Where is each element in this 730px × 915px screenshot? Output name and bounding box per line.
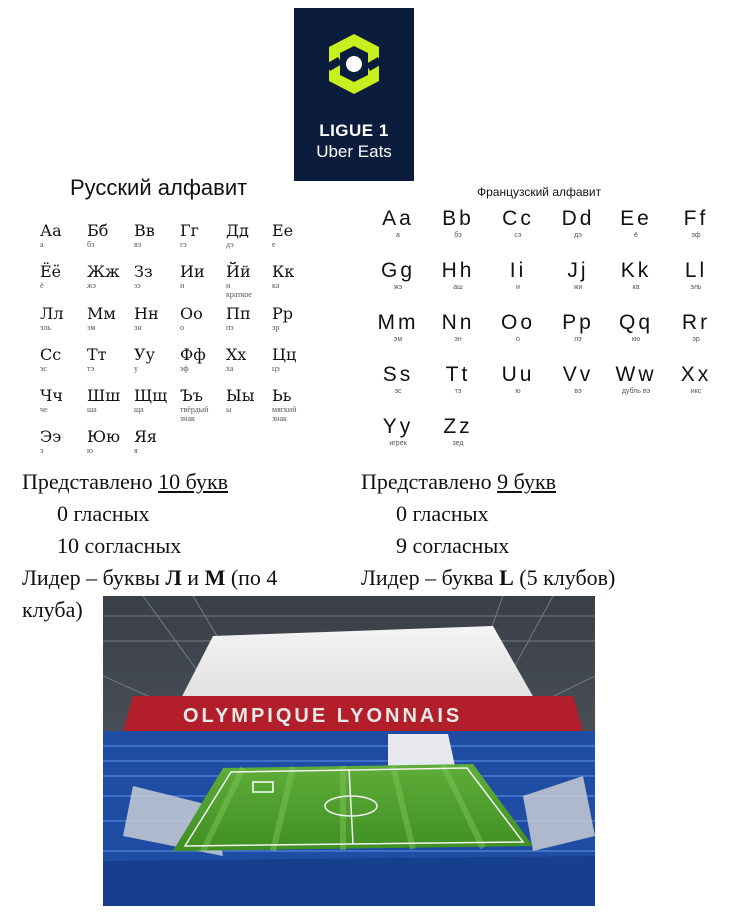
left-vowels: 0 гласных [57, 501, 150, 526]
right-represented-count: 9 букв [497, 469, 557, 494]
french-letter-cell [488, 363, 548, 396]
french-letter-name: эм [393, 336, 403, 343]
right-represented-line [361, 466, 556, 498]
russian-letter-cell [226, 346, 272, 373]
french-letter-cell [488, 207, 548, 240]
russian-letter: Йй [226, 262, 251, 281]
french-letter-cell [666, 311, 726, 344]
russian-letter-cell [134, 428, 180, 455]
french-letter-name: ё [634, 232, 638, 239]
french-letter-cell [606, 259, 666, 292]
russian-letter-name: че [40, 405, 48, 414]
french-letter-name: эр [692, 336, 700, 343]
russian-letter-cell [272, 263, 318, 290]
russian-letter-cell [134, 222, 180, 249]
french-letter: Xx [680, 363, 712, 386]
french-letter: Pp [562, 311, 594, 334]
french-letter-cell [428, 311, 488, 344]
french-letter: Bb [442, 207, 474, 230]
left-leader-line [22, 562, 277, 594]
french-letter: Ff [683, 207, 709, 230]
russian-letter-cell [272, 387, 318, 423]
russian-letter: Ее [272, 221, 294, 240]
french-alphabet-title: Французский алфавит [477, 185, 602, 199]
russian-letter: Юю [87, 427, 121, 446]
french-alphabet-grid [368, 207, 718, 457]
russian-letter: Яя [134, 427, 158, 446]
left-leader-suffix: (по 4 [230, 565, 278, 590]
russian-letter-name: эс [40, 364, 47, 373]
french-letter-cell [548, 207, 608, 240]
left-leader-letter-2: М [204, 565, 226, 590]
russian-letter-name: о [180, 323, 184, 332]
russian-letter-name: цэ [272, 364, 280, 373]
russian-letter: Хх [226, 345, 247, 364]
french-letter: Uu [501, 363, 535, 386]
russian-letter-name: ха [226, 364, 234, 373]
russian-letter-cell [180, 305, 226, 332]
russian-letter: Оо [180, 304, 203, 323]
french-letter-cell [666, 207, 726, 240]
french-letter: Hh [441, 259, 475, 282]
russian-letter-cell [272, 346, 318, 373]
french-letter-name: сэ [514, 232, 522, 239]
russian-letter: Ээ [40, 427, 62, 446]
french-letter-cell [368, 311, 428, 344]
french-letter-cell [548, 311, 608, 344]
russian-letter: Цц [272, 345, 297, 364]
russian-alphabet-grid [40, 221, 320, 455]
french-letter-name: бэ [454, 232, 462, 239]
french-letter: Tt [445, 363, 471, 386]
russian-letter-cell [40, 305, 86, 332]
russian-letter-cell [40, 387, 86, 414]
russian-letter: Бб [87, 221, 109, 240]
russian-letter-cell [134, 387, 180, 414]
russian-letter-cell [180, 387, 226, 423]
russian-letter-cell [87, 387, 133, 414]
french-letter-name: жи [573, 284, 583, 291]
russian-letter-name: ё [40, 281, 44, 290]
russian-letter-name: мягкий знак [272, 405, 297, 423]
french-letter-name: зед [452, 440, 464, 447]
russian-letter: Сс [40, 345, 62, 364]
russian-letter-name: ка [272, 281, 280, 290]
french-letter-cell [548, 363, 608, 396]
french-letter: Cc [502, 207, 534, 230]
french-letter-cell [428, 415, 488, 448]
ligue1-emblem-icon [321, 30, 387, 118]
french-letter: Ee [620, 207, 652, 230]
russian-letter-name: бэ [87, 240, 95, 249]
french-letter-cell [428, 363, 488, 396]
russian-letter-name: эр [272, 323, 280, 332]
russian-letter-name: э [40, 446, 44, 455]
french-letter-name: ка [632, 284, 640, 291]
russian-letter-cell [180, 222, 226, 249]
russian-letter-cell [87, 305, 133, 332]
russian-letter-name: пэ [226, 323, 234, 332]
left-consonants: 10 согласных [57, 533, 182, 558]
russian-letter-name: жэ [87, 281, 96, 290]
right-consonants: 9 согласных [396, 533, 510, 558]
russian-letter-name: и [180, 281, 185, 290]
french-letter: Ss [382, 363, 414, 386]
ligue1-logo [294, 8, 414, 181]
russian-letter-cell [226, 222, 272, 249]
russian-letter-name: эн [134, 323, 142, 332]
russian-letter-cell [40, 222, 86, 249]
russian-letter: Нн [134, 304, 159, 323]
russian-letter: Чч [40, 386, 63, 405]
left-leader-and: и [187, 565, 200, 590]
french-letter-cell [606, 363, 666, 396]
russian-letter: Пп [226, 304, 251, 323]
russian-letter-name: вэ [134, 240, 142, 249]
french-letter-cell [368, 363, 428, 396]
russian-letter-name: эль [40, 323, 51, 332]
logo-title: LIGUE 1 [319, 121, 389, 140]
russian-letter-name: зэ [134, 281, 141, 290]
russian-letter: Ии [180, 262, 205, 281]
russian-letter: Мм [87, 304, 116, 323]
french-letter-cell [488, 259, 548, 292]
left-represented-line [22, 466, 228, 498]
french-letter-cell [368, 415, 428, 448]
russian-letter-name: твёрдый знак [180, 405, 209, 423]
russian-letter: Лл [40, 304, 64, 323]
french-letter-name: жэ [393, 284, 403, 291]
russian-letter: Щщ [134, 386, 168, 405]
russian-letter-name: а [40, 240, 44, 249]
french-letter-name: эс [394, 388, 402, 395]
french-letter: Aa [382, 207, 414, 230]
french-letter: Oo [500, 311, 535, 334]
stadium-illustration [103, 596, 595, 906]
russian-letter-cell [134, 305, 180, 332]
french-letter-name: эн [454, 336, 462, 343]
russian-letter: Рр [272, 304, 294, 323]
russian-letter: Уу [134, 345, 155, 364]
russian-letter-name: ша [87, 405, 97, 414]
russian-letter: Аа [40, 221, 62, 240]
russian-letter-cell [180, 263, 226, 290]
french-letter: Nn [441, 311, 475, 334]
french-letter: Mm [377, 311, 419, 334]
logo-sponsor: Uber Eats [316, 142, 392, 161]
french-letter-name: вэ [574, 388, 582, 395]
french-letter: Vv [562, 363, 594, 386]
right-leader-label: Лидер – буква [361, 565, 494, 590]
french-letter-name: эф [691, 232, 701, 239]
french-letter-cell [606, 311, 666, 344]
left-represented-count: 10 букв [158, 469, 229, 494]
russian-letter: Ьь [272, 386, 292, 405]
russian-letter-cell [134, 263, 180, 290]
russian-letter-cell [272, 305, 318, 332]
right-represented-label: Представлено [361, 469, 492, 494]
russian-letter-cell [87, 222, 133, 249]
russian-letter: Кк [272, 262, 295, 281]
french-letter-cell [606, 207, 666, 240]
stadium-photo [103, 596, 595, 906]
french-letter: Ii [509, 259, 527, 282]
russian-letter-cell [226, 387, 272, 414]
french-letter-cell [666, 259, 726, 292]
russian-letter: Шш [87, 386, 121, 405]
russian-letter-cell [87, 346, 133, 373]
right-leader-line [361, 562, 615, 594]
french-letter: Gg [380, 259, 415, 282]
russian-letter: Тт [87, 345, 107, 364]
french-letter-name: икс [690, 388, 702, 395]
french-letter: Qq [618, 311, 653, 334]
russian-letter-cell [87, 263, 133, 290]
french-letter: Jj [567, 259, 589, 282]
russian-letter: Фф [180, 345, 206, 364]
russian-letter-cell [40, 346, 86, 373]
french-letter-name: аш [453, 284, 463, 291]
french-letter-name: дубль вэ [621, 388, 651, 395]
left-leader-letter-1: Л [165, 565, 182, 590]
russian-letter-cell [226, 305, 272, 332]
russian-letter-name: ща [134, 405, 144, 414]
russian-letter: Вв [134, 221, 155, 240]
russian-letter: Дд [226, 221, 249, 240]
french-letter: Yy [382, 415, 414, 438]
russian-letter: Жж [87, 262, 120, 281]
right-leader-suffix: (5 клубов) [519, 565, 616, 590]
french-letter-cell [488, 311, 548, 344]
right-leader-letter: L [499, 565, 514, 590]
french-letter-name: дэ [574, 232, 582, 239]
left-leader-line2: клуба) [22, 597, 83, 622]
french-letter-cell [428, 207, 488, 240]
russian-letter-name: эф [180, 364, 189, 373]
french-letter-cell [368, 207, 428, 240]
russian-letter-name: эм [87, 323, 96, 332]
french-letter: Dd [561, 207, 595, 230]
russian-letter-name: ю [87, 446, 93, 455]
russian-letter: Ыы [226, 386, 255, 405]
french-letter: Ww [615, 363, 657, 386]
french-letter-name: а [396, 232, 400, 239]
russian-letter-name: я [134, 446, 138, 455]
russian-alphabet-title: Русский алфавит [70, 175, 248, 200]
french-letter-cell [368, 259, 428, 292]
french-letter-cell [666, 363, 726, 396]
russian-letter-name: тэ [87, 364, 95, 373]
french-letter-name: ю [515, 388, 521, 395]
russian-letter-name: и краткое [226, 281, 252, 299]
russian-letter: Зз [134, 262, 153, 281]
russian-letter-name: дэ [226, 240, 234, 249]
russian-letter-cell [226, 263, 272, 299]
russian-letter-cell [87, 428, 133, 455]
french-letter-name: кю [631, 336, 641, 343]
russian-letter-cell [40, 428, 86, 455]
french-letter: Zz [443, 415, 473, 438]
stadium-banner-text: OLYMPIQUE LYONNAIS [183, 705, 463, 727]
russian-letter-name: е [272, 240, 276, 249]
russian-letter-cell [272, 222, 318, 249]
russian-letter-cell [134, 346, 180, 373]
right-vowels: 0 гласных [396, 501, 489, 526]
russian-letter-name: ы [226, 405, 232, 414]
french-letter: Rr [681, 311, 711, 334]
french-letter: Ll [684, 259, 708, 282]
russian-letter-cell [40, 263, 86, 290]
russian-letter: Ёё [40, 262, 62, 281]
french-letter-name: о [516, 336, 520, 343]
russian-letter-name: гэ [180, 240, 187, 249]
french-letter-name: эль [690, 284, 702, 291]
left-represented-label: Представлено [22, 469, 153, 494]
russian-letter: Гг [180, 221, 199, 240]
french-letter-cell [548, 259, 608, 292]
russian-letter: Ъъ [180, 386, 203, 405]
french-letter-name: игрек [389, 440, 407, 447]
french-letter: Kk [620, 259, 652, 282]
french-letter-cell [428, 259, 488, 292]
french-letter-name: пэ [574, 336, 582, 343]
french-letter-name: и [516, 284, 520, 291]
french-letter-name: тэ [454, 388, 462, 395]
russian-letter-name: у [134, 364, 138, 373]
left-leader-label: Лидер – буквы [22, 565, 160, 590]
russian-letter-cell [180, 346, 226, 373]
